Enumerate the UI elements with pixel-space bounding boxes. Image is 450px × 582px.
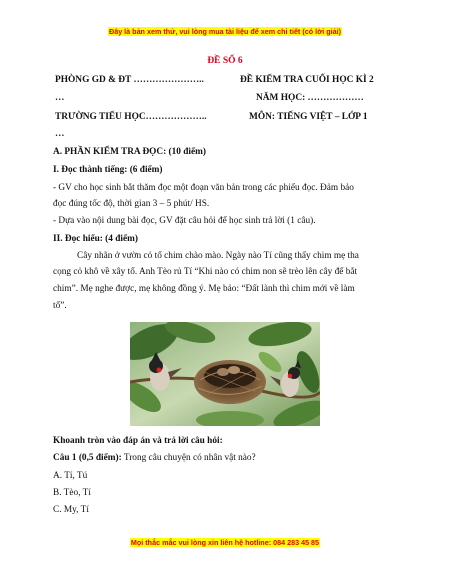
part2-heading: II. Đọc hiểu: (4 điểm) (53, 234, 138, 244)
preview-notice-banner (0, 27, 450, 36)
section-a-heading: A. PHẦN KIỂM TRA ĐỌC: (10 điểm) (53, 147, 206, 157)
question-1-option-a[interactable]: A. Tí, Tú (53, 471, 88, 481)
instruction: Khoanh tròn vào đáp án và trả lời câu hỏi: (53, 436, 223, 446)
part1-bullet1-line1: - GV cho học sinh bắt thăm đọc một đoạn văn bản trong các phiếu đọc. Đảm bảo (53, 183, 354, 193)
bird-nest-photo (130, 322, 320, 426)
question-1-option-b[interactable]: B. Tèo, Tí (53, 488, 91, 498)
header-school: TRƯỜNG TIỂU HỌC……………….. (55, 112, 207, 122)
header-department-cont: … (55, 93, 65, 103)
part1-bullet1-line2: đọc đúng tốc độ, thời gian 3 – 5 phút/ HS. (53, 199, 210, 209)
passage-line4: tổ”. (53, 301, 67, 311)
header-subject: MÔN: TIẾNG VIỆT – LỚP 1 (249, 112, 368, 122)
passage-line3: chim”. Mẹ nghe được, mẹ không đồng ý. Mẹ bảo: “Đất lành thì chim mới về làm (53, 284, 355, 294)
header-department: PHÒNG GD & ĐT ………………….. (55, 75, 204, 85)
passage-line2: cọng cỏ khô về xây tổ. Anh Tèo rủ Tí “Khi nào có chim non sẽ trèo lên cây để bắt (53, 267, 358, 277)
hotline-text: Mọi thắc mắc vui lòng xin liên hệ hotline: 084 283 45 85 (130, 538, 320, 547)
question-1-text: Trong câu chuyện có nhân vật nào? (121, 453, 256, 463)
passage-line1: Cây nhãn ở vườn có tổ chim chào mào. Ngày nào Tí cũng thấy chim mẹ tha (77, 251, 359, 261)
part1-heading: I. Đọc thành tiếng: (6 điểm) (53, 165, 163, 175)
question-1-label: Câu 1 (0,5 điểm): (53, 453, 122, 463)
exam-number-title: ĐỀ SỐ 6 (207, 56, 243, 66)
part1-bullet2: - Dựa vào nội dung bài đọc, GV đặt câu hỏi để học sinh trả lời (1 câu). (53, 216, 316, 226)
preview-notice-text: Đây là bản xem thử, vui lòng mua tài liệu để xem chi tiết (có lời giải) (109, 27, 341, 36)
header-school-year: NĂM HỌC: ……………… (256, 93, 364, 103)
hotline-banner (0, 538, 450, 547)
question-1 (53, 453, 256, 463)
header-exam-name: ĐỀ KIỂM TRA CUỐI HỌC KÌ 2 (240, 75, 374, 85)
question-1-option-c[interactable]: C. My, Tí (53, 505, 89, 515)
bird-nest-illustration (130, 322, 320, 426)
header-school-cont: … (55, 129, 65, 139)
